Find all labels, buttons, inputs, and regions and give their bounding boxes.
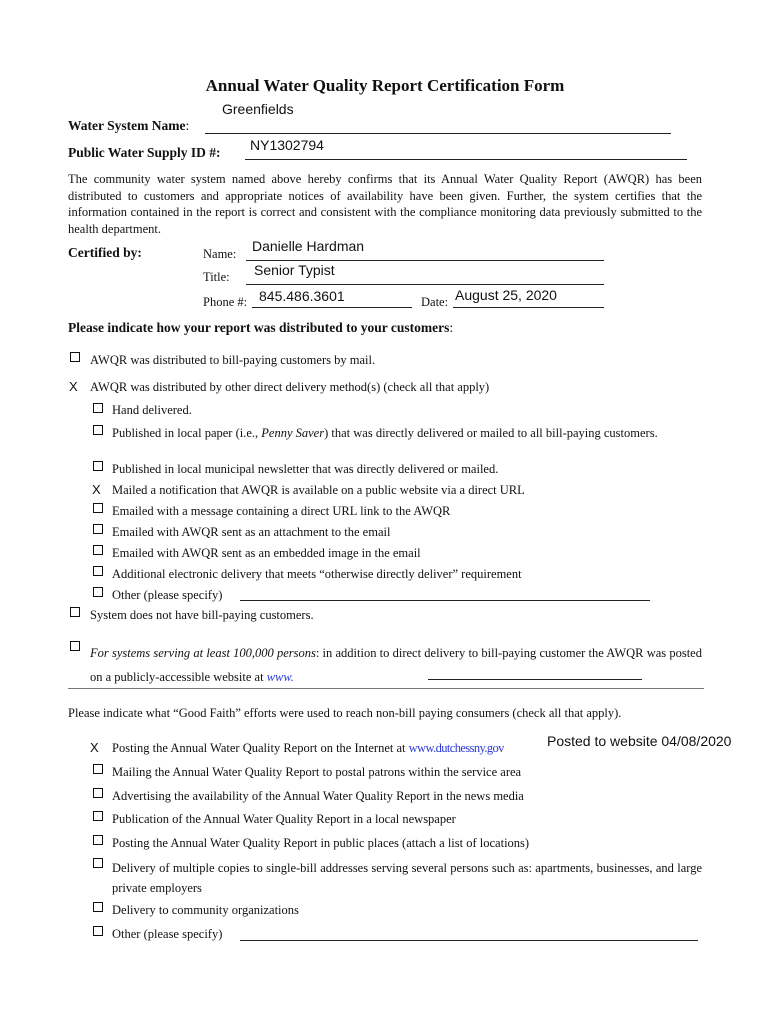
- public-places-checkbox[interactable]: [93, 835, 103, 845]
- advertising-label: Advertising the availability of the Annual Water Quality Report in the news media: [112, 789, 524, 803]
- mailing-checkbox[interactable]: [93, 764, 103, 774]
- pws-id-line: [245, 159, 687, 160]
- title-label: Title:: [203, 270, 230, 284]
- no-bill-paying-checkbox[interactable]: [70, 607, 80, 617]
- hand-delivered-label: Hand delivered.: [112, 403, 192, 417]
- form-title: Annual Water Quality Report Certification Form: [205, 76, 565, 95]
- community-label: Delivery to community organizations: [112, 903, 299, 917]
- newsletter-label: Published in local municipal newsletter that was directly delivered or mailed.: [112, 462, 499, 476]
- advertising-checkbox[interactable]: [93, 788, 103, 798]
- pws-id-label: Public Water Supply ID #:: [68, 145, 221, 160]
- email-url-checkbox[interactable]: [93, 503, 103, 513]
- good-faith-other-line[interactable]: [240, 940, 698, 941]
- other-method-line[interactable]: [240, 600, 650, 601]
- email-attachment-checkbox[interactable]: [93, 524, 103, 534]
- mail-option-label: AWQR was distributed to bill-paying customers by mail.: [90, 353, 376, 367]
- internet-posting-check-mark[interactable]: X: [90, 740, 99, 755]
- certification-statement: The community water system named above hereby confirms that its Annual Water Quality Report (AWQR) has been distributed to customers and appropriate notices of availability have been given. Further, the system certifies that the information contained in the report is correct and consistent with the compliance monitoring data previously submitted to the health department.: [68, 172, 702, 236]
- good-faith-other-label: Other (please specify): [112, 927, 223, 941]
- pws-id-value[interactable]: NY1302794: [250, 137, 324, 153]
- date-line: [453, 307, 604, 308]
- certified-by-label: Certified by:: [68, 245, 142, 260]
- newsletter-checkbox[interactable]: [93, 461, 103, 471]
- other-direct-check-mark[interactable]: X: [69, 379, 78, 394]
- large-system-url-line[interactable]: [428, 679, 642, 680]
- dutchessny-link[interactable]: www.dutchessny.gov: [408, 741, 504, 755]
- good-faith-other-checkbox[interactable]: [93, 926, 103, 936]
- water-system-name-label: Water System Name:: [68, 118, 190, 133]
- email-image-checkbox[interactable]: [93, 545, 103, 555]
- mailed-notice-label: Mailed a notification that AWQR is available on a public website via a direct URL: [112, 483, 525, 497]
- name-line: [246, 260, 604, 261]
- mail-checkbox[interactable]: [70, 352, 80, 362]
- date-label: Date:: [421, 295, 449, 309]
- section-divider: [68, 688, 704, 689]
- email-image-label: Emailed with AWQR sent as an embedded image in the email: [112, 546, 421, 560]
- phone-line: [252, 307, 412, 308]
- title-line: [246, 284, 604, 285]
- local-paper-checkbox[interactable]: [93, 425, 103, 435]
- email-attachment-label: Emailed with AWQR sent as an attachment to the email: [112, 525, 391, 539]
- local-paper-label: Published in local paper (i.e., Penny Saver) that was directly delivered or mailed to all bill-paying customers.: [112, 426, 658, 440]
- certifier-title-value[interactable]: Senior Typist: [254, 262, 335, 278]
- community-checkbox[interactable]: [93, 902, 103, 912]
- hand-delivered-checkbox[interactable]: [93, 403, 103, 413]
- water-system-name-line: [205, 133, 671, 134]
- date-value[interactable]: August 25, 2020: [455, 287, 557, 303]
- mailed-notice-check-mark[interactable]: X: [92, 482, 101, 497]
- phone-label: Phone #:: [203, 295, 248, 309]
- other-method-checkbox[interactable]: [93, 587, 103, 597]
- internet-posting-label: Posting the Annual Water Quality Report on the Internet at www.dutchessny.gov: [112, 741, 504, 755]
- other-direct-option-label: AWQR was distributed by other direct delivery method(s) (check all that apply): [90, 380, 490, 394]
- publication-label: Publication of the Annual Water Quality Report in a local newspaper: [112, 812, 456, 826]
- large-system-label: For systems serving at least 100,000 persons: in addition to direct delivery to bill-paying customer the AWQR was posted on a publicly-accessible website at www.: [90, 646, 702, 684]
- email-url-label: Emailed with a message containing a direct URL link to the AWQR: [112, 504, 451, 518]
- multiple-copies-checkbox[interactable]: [93, 858, 103, 868]
- no-bill-paying-label: System does not have bill-paying customers.: [90, 608, 314, 622]
- phone-value[interactable]: 845.486.3601: [259, 288, 345, 304]
- other-method-label: Other (please specify): [112, 588, 223, 602]
- certifier-name-value[interactable]: Danielle Hardman: [252, 238, 365, 254]
- distribution-question: Please indicate how your report was distributed to your customers:: [68, 320, 454, 335]
- publication-checkbox[interactable]: [93, 811, 103, 821]
- mailing-label: Mailing the Annual Water Quality Report to postal patrons within the service area: [112, 765, 522, 779]
- water-system-name-value[interactable]: Greenfields: [222, 101, 294, 117]
- posted-note[interactable]: Posted to website 04/08/2020: [547, 733, 732, 749]
- electronic-delivery-checkbox[interactable]: [93, 566, 103, 576]
- large-system-checkbox[interactable]: [70, 641, 80, 651]
- name-label: Name:: [203, 247, 237, 261]
- electronic-delivery-label: Additional electronic delivery that meets “otherwise directly deliver” requirement: [112, 567, 522, 581]
- good-faith-question: Please indicate what “Good Faith” efforts were used to reach non-bill paying consumers (check all that apply).: [68, 706, 622, 720]
- multiple-copies-label: Delivery of multiple copies to single-bill addresses serving several persons such as: apartments, businesses, and large private employers: [112, 861, 702, 895]
- public-places-label: Posting the Annual Water Quality Report in public places (attach a list of locations): [112, 836, 530, 850]
